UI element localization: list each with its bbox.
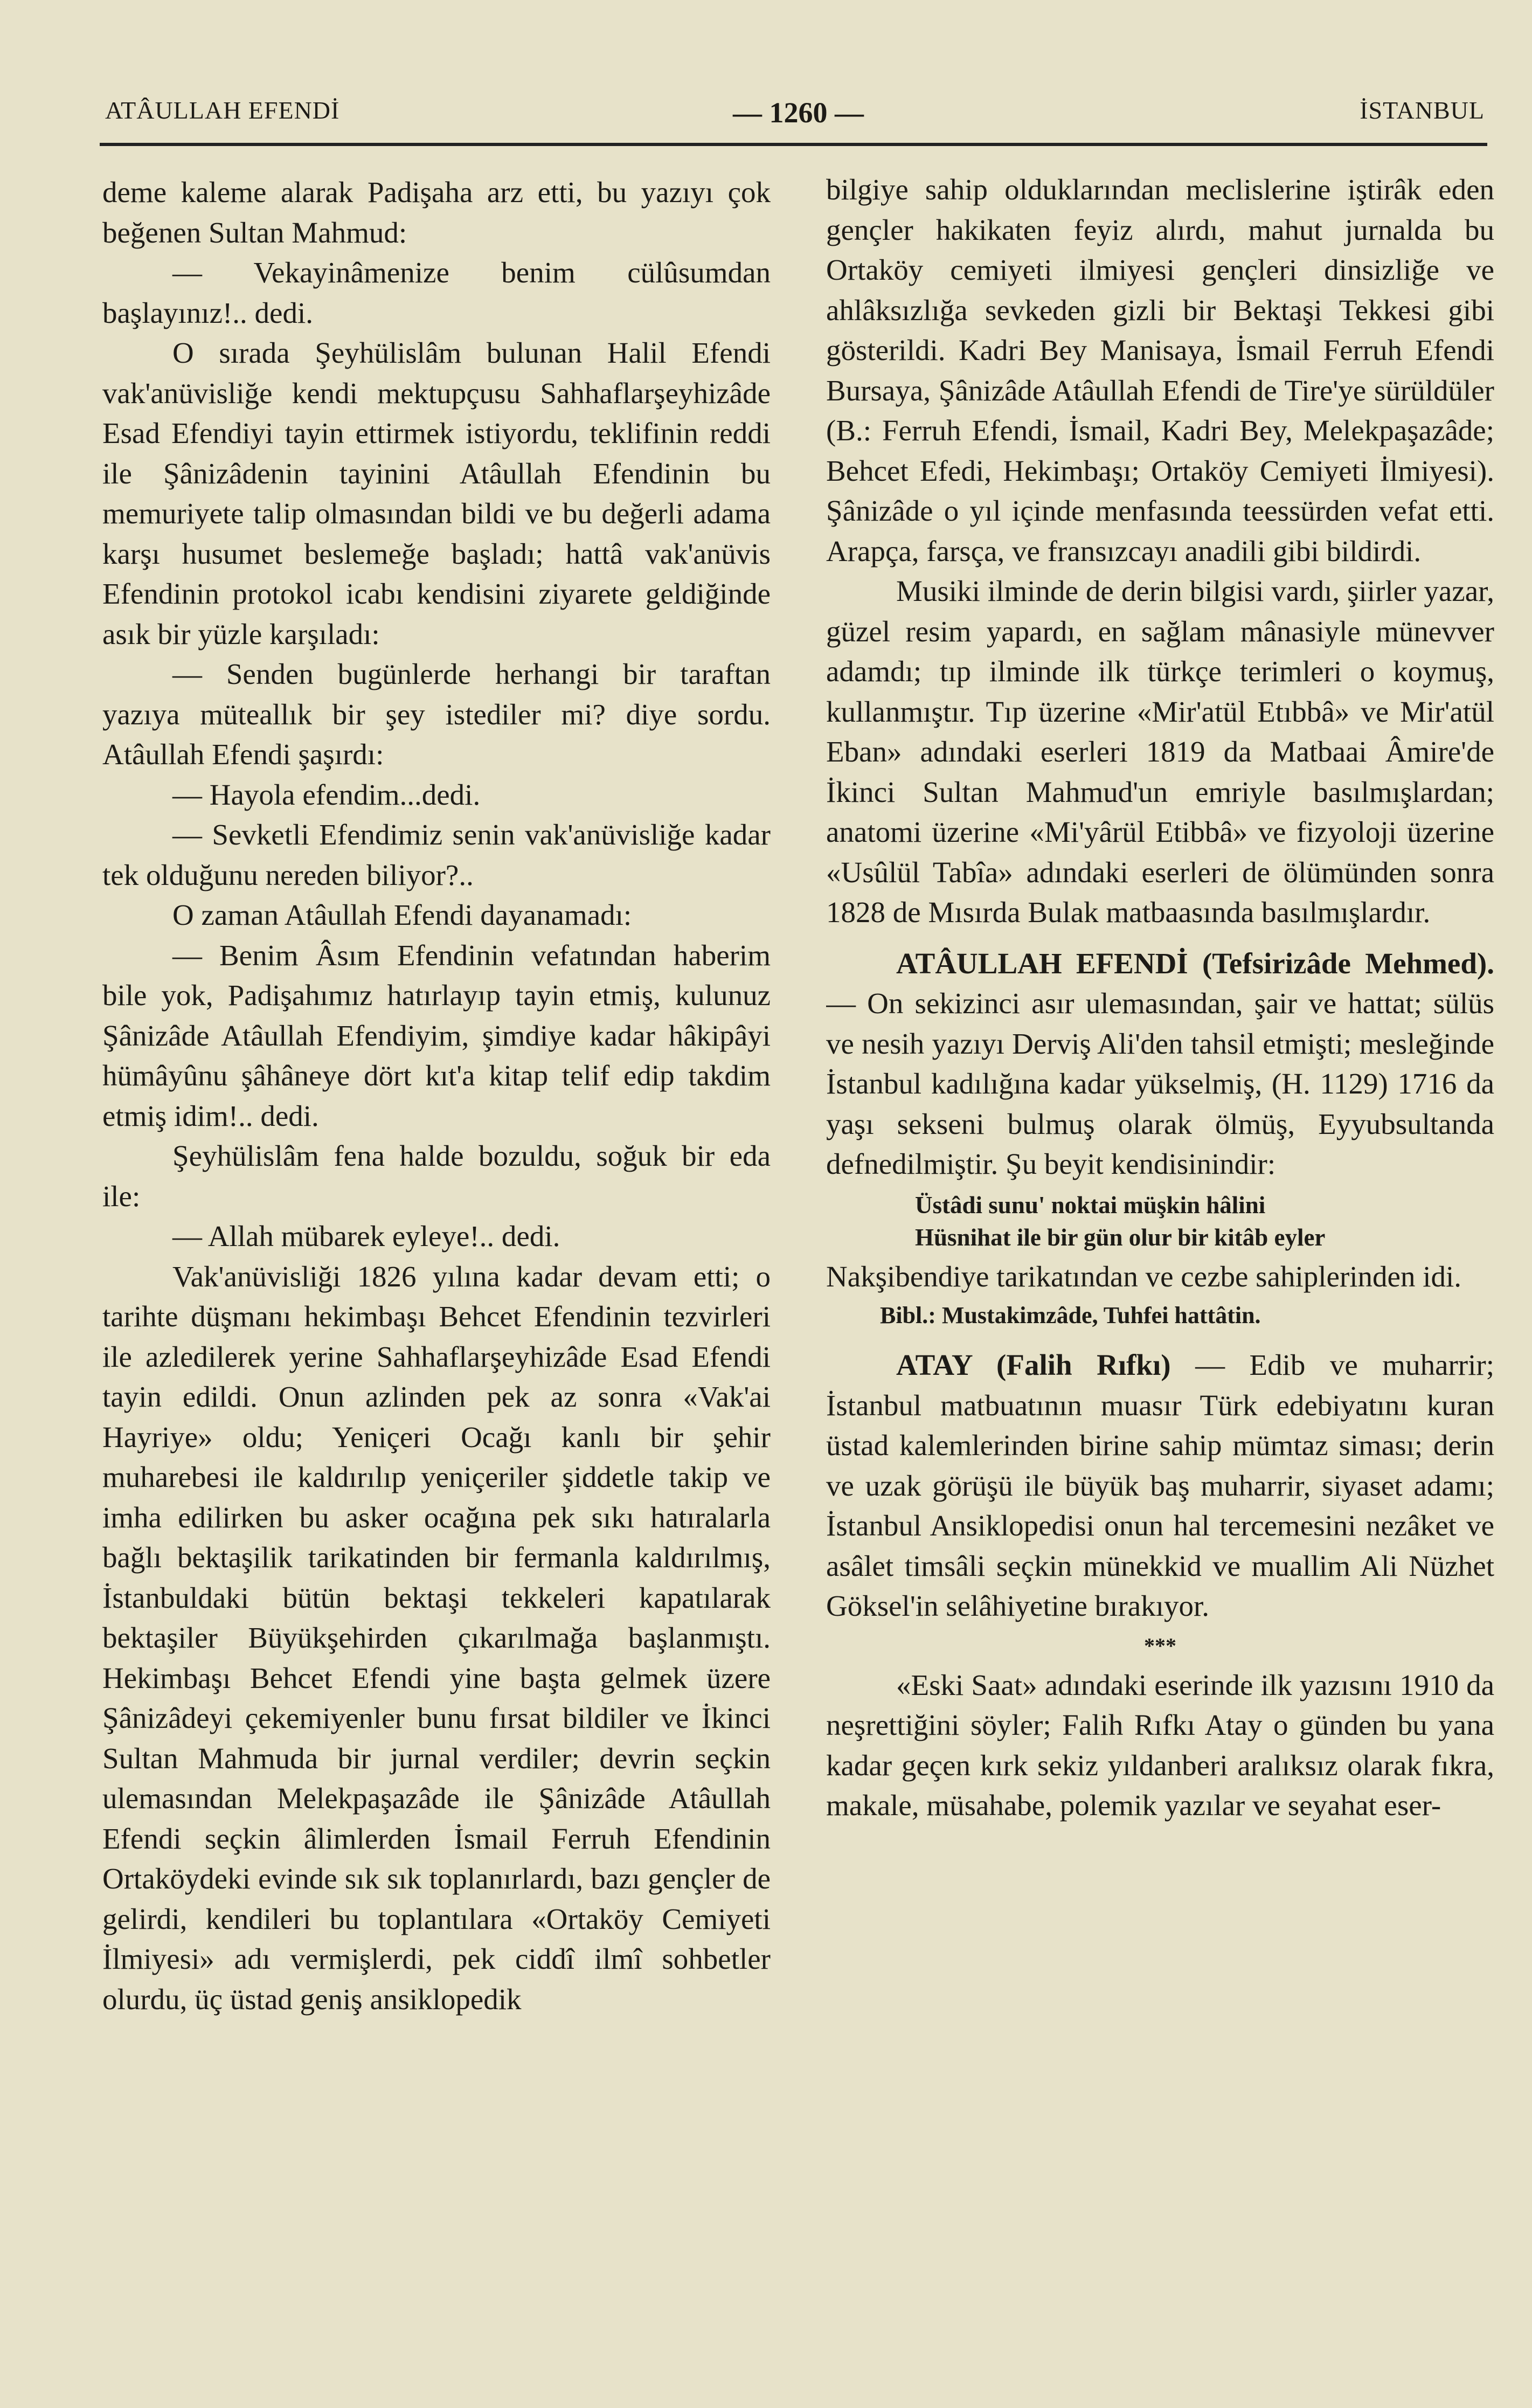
paragraph: bilgiye sahip olduklarından meclislerine iştirâk eden gençler hakikaten feyiz alırdı, mahut jurnalda bu Ortaköy cemiyeti ilmiyesi gençleri dinsizliğe ve ahlâksızlığa sevkeden gizli bir Bektaşi Tekkesi gibi gösterildi. Kadri Bey Manisaya, İsmail Ferruh Efendi Bursaya, Şânizâde Atâullah Efendi de Tire'ye sürüldüler (B.: Ferruh Efendi, İsmail, Kadri Bey, Melekpaşazâde; Behcet Efedi, Hekimbaşı; Ortaköy Cemiyeti İlmiyesi). Şânizâde o yıl içinde menfasında teessürden vefat etti. Arapça, farsça, ve fransızcayı anadili gibi bildirdi. [826, 173, 1494, 568]
dialogue-line: — Benim Âsım Efendinin vefatından haberim bile yok, Padişahımız hatırlayıp tayin etmiş, kulunuz Şânizâde Atâullah Efendiyim, şimdiye kadar hâkipâyi hümâyûnu şâhâneye dört kıt'a kitap telif edip takdim etmiş idim!.. dedi. [102, 938, 771, 1132]
header-rule [100, 143, 1487, 146]
paragraph: O zaman Atâullah Efendi dayanamadı: [172, 898, 632, 931]
entry-text: — On sekizinci asır ulemasından, şair ve hattat; sülüs ve nesih yazıyı Derviş Ali'den tahsil etmişti; mesleğinde İstanbul kadılığına kadar yükselmiş, (H. 1129) 1716 da yaşı sekseni bulmuş olarak ölmüş, Eyyubsultanda defnedilmiştir. Şu beyit kendisinindir: [826, 987, 1494, 1180]
verse-couplet [915, 1189, 1494, 1254]
spacer [826, 1334, 1494, 1345]
spacer [826, 933, 1494, 944]
dialogue-line: — Hayola efendim...dedi. [172, 778, 481, 811]
section-separator: *** [1144, 1633, 1176, 1658]
right-column [826, 170, 1494, 2390]
verse-line: Üstâdi sunu' noktai müşkin hâlini [915, 1191, 1266, 1219]
paragraph: O sırada Şeyhülislâm bulunan Halil Efendi vak'anüvisliğe kendi mektupçusu Sahhaflarşeyhizâde Esad Efendiyi tayin ettirmek istiyordu, teklifinin reddi ile Şânizâdenin tayinini Atâullah Efendinin bu memuriyete talip olmasından bildi ve bu değerli adama karşı husumet beslemeğe başladı; hattâ vak'anüvis Efendinin protokol icabı kendisini ziyarete geldiğinde asık bir yüzle karşıladı: [102, 336, 771, 651]
paragraph: Musiki ilminde de derin bilgisi vardı, şiirler yazar, güzel resim yapardı, en sağlam mânasiyle münevver adamdı; tıp ilminde ilk türkçe terimleri o koymuş, kullanmıştır. Tıp üzerine «Mir'atül Etıbbâ» ve Mir'atül Eban» adındaki eserleri 1819 da Matbaai Âmire'de İkinci Sultan Mahmud'un emriyle basılmışlardan; anatomi üzerine «Mi'yârül Etibbâ» ve fizyoloji üzerine «Usûlül Tabîa» adındaki eserleri de ölümünden sonra 1828 de Mısırda Bulak matbaasında basılmışlardır. [826, 575, 1494, 929]
paragraph: Nakşibendiye tarikatından ve cezbe sahiplerinden idi. [826, 1260, 1462, 1293]
dialogue-line: — Allah mübarek eyleye!.. dedi. [172, 1220, 560, 1253]
entry-heading: ATÂULLAH EFENDİ (Tefsirizâde Mehmed). [896, 946, 1494, 980]
verse-line: Hüsnihat ile bir gün olur bir kitâb eyler [915, 1223, 1326, 1251]
dialogue-line: — Vekayinâmenize benim cülûsumdan başlayınız!.. dedi. [102, 256, 771, 329]
entry-heading: ATAY (Falih Rıfkı) [896, 1348, 1171, 1381]
page-number: — 1260 — [733, 96, 864, 129]
dialogue-line: — Sevketli Efendimiz senin vak'anüvisliğe kadar tek olduğunu nereden biliyor?.. [102, 818, 771, 891]
dialogue-line: — Senden bugünlerde herhangi bir taraftan yazıya müteallık bir şey istediler mi? diye sordu. Atâullah Efendi şaşırdı: [102, 658, 771, 771]
running-head-left: ATÂULLAH EFENDİ [105, 96, 340, 124]
entry-atay [826, 1345, 1494, 1627]
paragraph: Şeyhülislâm fena halde bozuldu, soğuk bir eda ile: [102, 1139, 771, 1213]
paragraph: «Eski Saat» adındaki eserinde ilk yazısını 1910 da neşrettiğini söyler; Falih Rıfkı Atay o günden bu yana kadar geçen kırk sekiz yıldanberi aralıksız olarak fıkra, makale, müsahabe, polemik yazılar ve seyahat eser- [826, 1668, 1494, 1822]
running-head-right: İSTANBUL [1360, 96, 1485, 124]
paragraph: Vak'anüvisliği 1826 yılına kadar devam etti; o tarihte düşmanı hekimbaşı Behcet Efendinin tezvirleri ile azledilerek yerine Sahhaflarşeyhizâde Esad Efendi tayin edildi. Onun azlinden pek az sonra «Vak'ai Hayriye» oldu; Yeniçeri Ocağı kanlı bir şehir muharebesi ile kaldırılıp yeniçeriler şiddetle takip ve imha edilirken bu asker ocağına pek sıkı hatıralarla bağlı bektaşilik tarikatinden bir fermanla kaldırılmış, İstanbuldaki bütün bektaşi tekkeleri kapatılarak bektaşiler Büyükşehirden çıkarılmağa başlanmıştı. Hekimbaşı Behcet Efendi yine başta gelmek üzere Şânizâdeyi çekemiyenler bunu fırsat bildiler ve İkinci Sultan Mahmuda bir jurnal verdiler; devrin seçkin ulemasından Melekpaşazâde ile Şânizâde Atâullah Efendi seçkin âlimlerden İsmail Ferruh Efendinin Ortaköydeki evinde sık sık toplanırlardı, bazı gençler de gelirdi, kendileri bu toplantılara «Ortaköy Cemiyeti İlmiyesi» adı vermişlerdi, pek ciddî ilmî sohbetler olurdu, üç üstad geniş ansiklopedik [102, 1260, 771, 2016]
bibliography: Bibl.: Mustakimzâde, Tuhfei hattâtin. [880, 1302, 1261, 1328]
page-header [105, 96, 1485, 134]
left-column [102, 172, 771, 2393]
entry-atullah [826, 944, 1494, 1185]
paragraph: deme kaleme alarak Padişaha arz etti, bu yazıyı çok beğenen Sultan Mahmud: [102, 176, 771, 249]
entry-text: — Edib ve muharrir; İstanbul matbuatının muasır Türk edebiyatını kuran üstad kalemlerinden birine sahip mümtaz siması; derin ve uzak görüşü ile büyük baş muharrir, siyaset adamı; İstanbul Ansiklopedisi onun hal tercemesini nezâket ve asâlet timsâli seçkin münekkid ve muallim Ali Nüzhet Göksel'in selâhiyetine bırakıyor. [826, 1348, 1494, 1622]
